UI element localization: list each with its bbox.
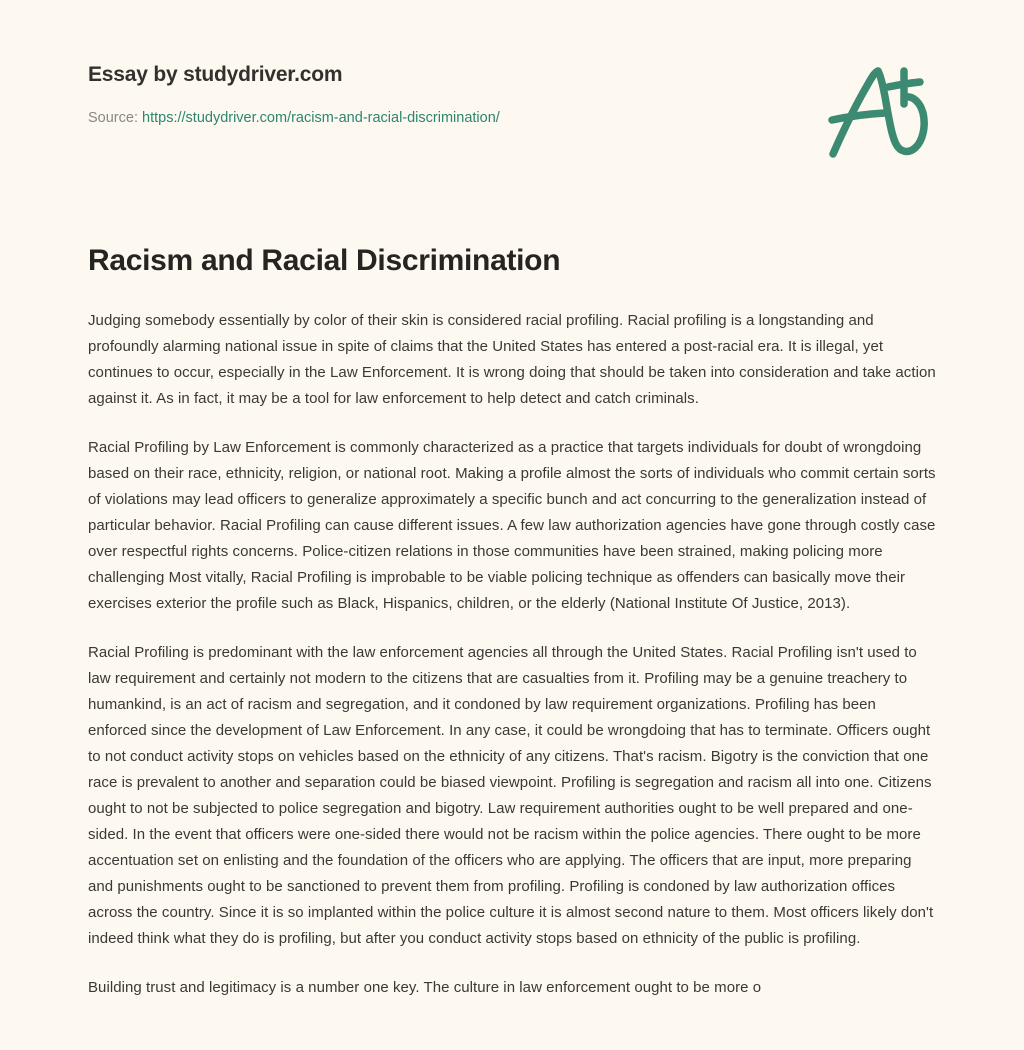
article [0, 242, 1024, 1001]
a-plus-logo-icon [816, 58, 946, 168]
paragraph: Judging somebody essentially by color of their skin is considered racial profiling. Racial profiling is a longstanding and profoundly alarming national issue in spite of claims that the United States has entered a post-racial era. It is illegal, yet continues to occur, especially in the Law Enforcement. It is wrong doing that should be taken into consideration and take action against it. As in fact, it may be a tool for law enforcement to help detect and catch criminals. [88, 311, 936, 407]
paragraph: Racial Profiling is predominant with the law enforcement agencies all through the United States. Racial Profiling isn't used to law requirement and certainly not modern to the citizens that are casualties from it. Profiling may be a genuine treachery to humankind, is an act of racism and segregation, and it condoned by law requirement organizations. Profiling has been enforced since the development of Law Enforcement. In any case, it could be wrongdoing that has to terminate. Officers ought to not conduct activity stops on vehicles based on the ethnicity of any citizens. That's racism. Bigotry is the conviction that one race is prevalent to another and separation could be biased viewpoint. Profiling is segregation and racism all into one. Citizens ought to not be subjected to police segregation and bigotry. Law requirement authorities ought to be well prepared and one-sided. In the event that officers were one-sided there would not be racism within the police agencies. There ought to be more accentuation set on enlisting and the foundation of the officers who are applying. The officers that are input, more preparing and punishments ought to be sanctioned to prevent them from profiling. Profiling is condoned by law authorization offices across the country. Since it is so implanted within the police culture it is almost second nature to them. Most officers likely don't indeed think what they do is profiling, but after you conduct activity stops based on ethnicity of the public is profiling. [88, 643, 934, 947]
paragraph: Building trust and legitimacy is a number one key. The culture in law enforcement ought to be more o [88, 978, 762, 996]
article-body [88, 308, 938, 1001]
paragraph: Racial Profiling by Law Enforcement is commonly characterized as a practice that targets individuals for doubt of wrongdoing based on their race, ethnicity, religion, or national root. Making a profile almost the sorts of individuals who commit certain sorts of violations may lead officers to generalize approximately a specific bunch and act concurring to the generalization instead of particular behavior. Racial Profiling can cause different issues. A few law authorization agencies have gone through costly case over respectful rights concerns. Police-citizen relations in those communities have been strained, making policing more challenging Most vitally, Racial Profiling is improbable to be viable policing technique as offenders can basically move their exercises exterior the profile such as Black, Hispanics, children, or the elderly (National Institute Of Justice, 2013). [88, 438, 936, 612]
page-header [0, 0, 1024, 200]
source-line [88, 109, 936, 128]
page-title: Racism and Racial Discrimination [88, 244, 561, 277]
source-url-link[interactable]: https://studydriver.com/racism-and-racial-discrimination/ [142, 110, 500, 127]
essay-byline: Essay by studydriver.com [88, 63, 343, 86]
source-label: Source: [88, 110, 138, 127]
